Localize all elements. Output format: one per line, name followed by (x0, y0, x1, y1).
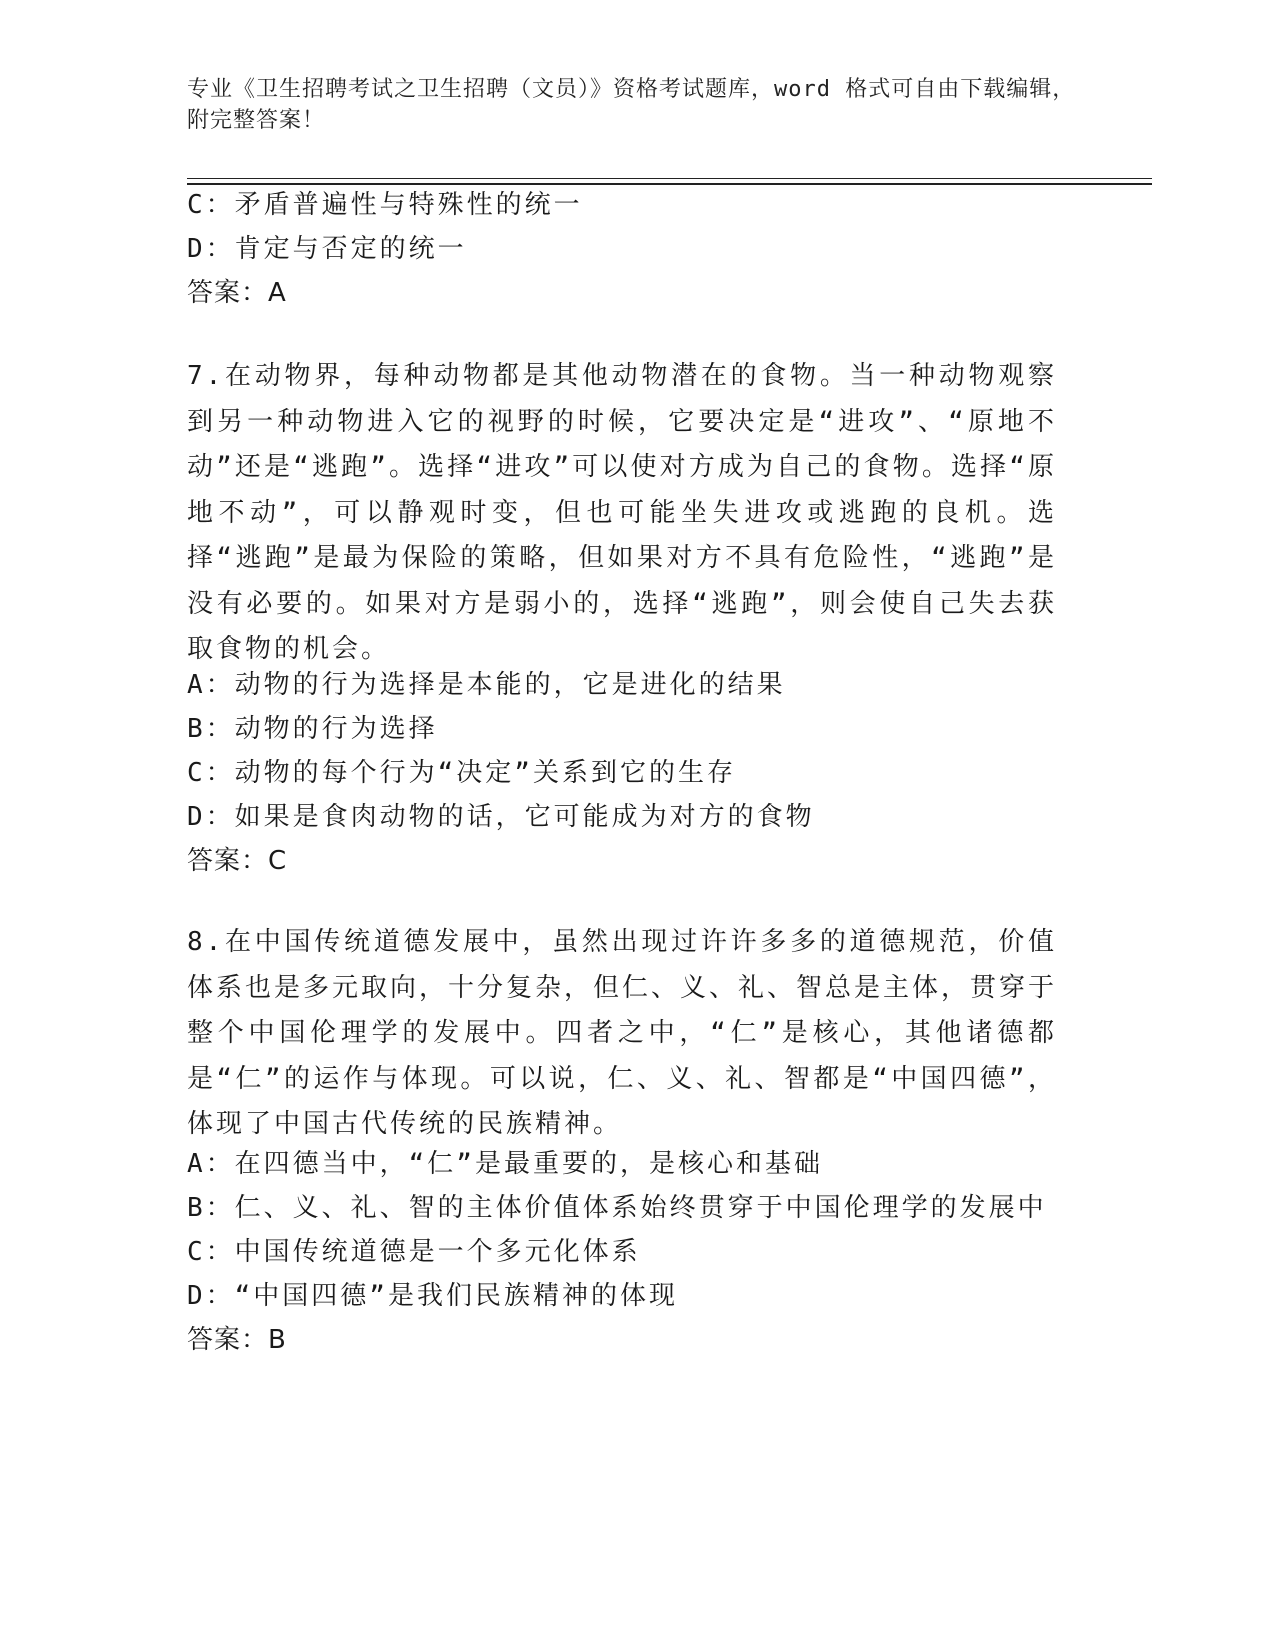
q7-answer-value: C (268, 846, 288, 876)
q8-option-d: D：“中国四德”是我们民族精神的体现 (187, 1281, 678, 1311)
q8-answer-label: 答案： (187, 1325, 269, 1355)
q7-option-d: D：如果是食肉动物的话，它可能成为对方的食物 (187, 802, 815, 832)
q8-option-a: A：在四德当中，“仁”是最重要的，是核心和基础 (187, 1149, 823, 1179)
q6-answer-value: A (268, 278, 287, 308)
q7-answer (187, 840, 287, 877)
page-header: 专业《卫生招聘考试之卫生招聘（文员）》资格考试题库，word 格式可自由下载编辑，附完整答案！ (187, 77, 1076, 133)
q7-stem: 7.在动物界，每种动物都是其他动物潜在的食物。当一种动物观察到另一种动物进入它的视野的时候，它要决定是“进攻”、“原地不动”还是“逃跑”。选择“进攻”可以使对方成为自己的食物。选择“原地不动”，可以静观时变，但也可能坐失进攻或逃跑的良机。选择“逃跑”是最为保险的策略，但如果对方不具有危险性，“逃跑”是没有必要的。如果对方是弱小的，选择“逃跑”，则会使自己失去获取食物的机会。 (187, 361, 1057, 664)
q7-answer-label: 答案： (187, 846, 269, 876)
q7-option-b: B：动物的行为选择 (187, 714, 438, 744)
q6-option-d: D：肯定与否定的统一 (187, 234, 467, 264)
header-rule-thin (187, 178, 1152, 179)
q8-stem: 8.在中国传统道德发展中，虽然出现过许许多多的道德规范，价值体系也是多元取向，十分复杂，但仁、义、礼、智总是主体，贯穿于整个中国伦理学的发展中。四者之中，“仁”是核心，其他诸德都是“仁”的运作与体现。可以说，仁、义、礼、智都是“中国四德”，体现了中国古代传统的民族精神。 (187, 927, 1058, 1139)
q7-option-c: C：动物的每个行为“决定”关系到它的生存 (187, 758, 736, 788)
q8-option-c: C：中国传统道德是一个多元化体系 (187, 1237, 641, 1267)
q6-option-c: C：矛盾普遍性与特殊性的统一 (187, 190, 583, 220)
q8-answer (187, 1319, 287, 1356)
q6-answer (187, 272, 287, 309)
q8-answer-value: B (268, 1325, 287, 1355)
q8-option-b: B：仁、义、礼、智的主体价值体系始终贯穿于中国伦理学的发展中 (187, 1193, 1047, 1223)
q6-answer-label: 答案： (187, 278, 269, 308)
q7-option-a: A：动物的行为选择是本能的，它是进化的结果 (187, 670, 786, 700)
